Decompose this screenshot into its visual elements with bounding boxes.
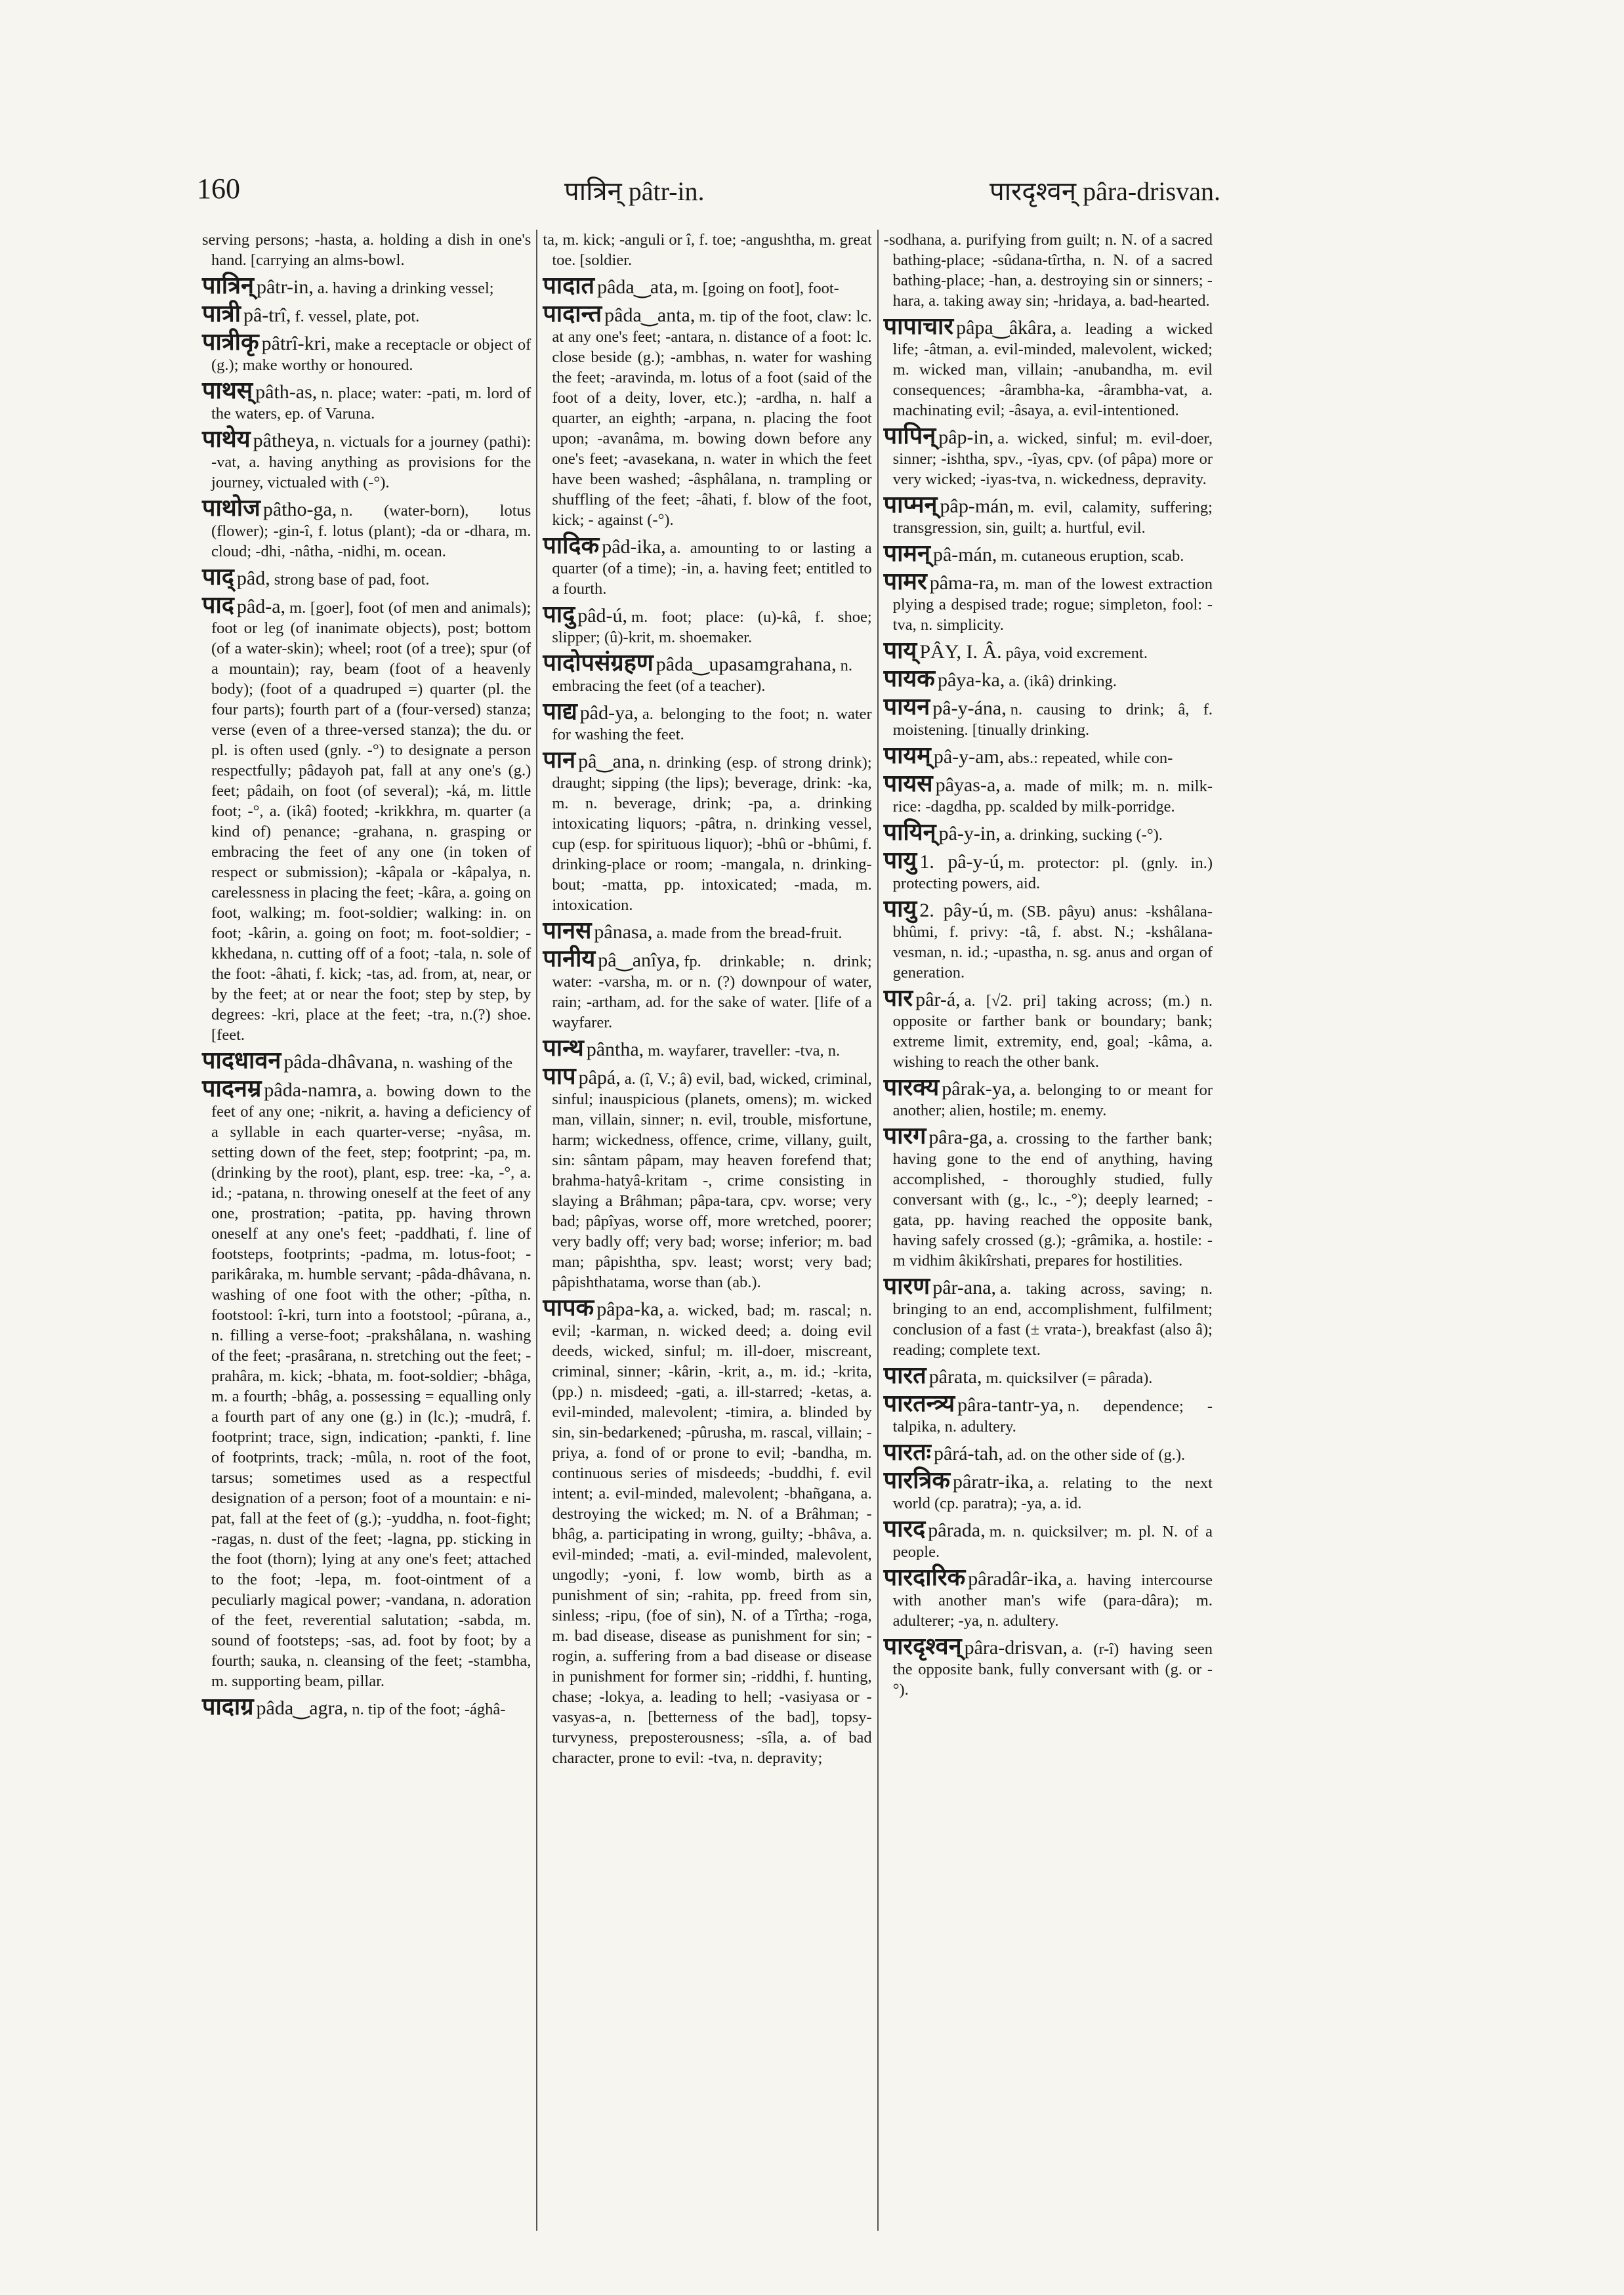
- dictionary-entry: [202, 1075, 531, 1691]
- dictionary-entry: [883, 819, 1213, 845]
- headword-transliteration: pâp-in,: [938, 426, 994, 448]
- entry-definition: n. place; water: -pati, m. lord of the waters, ep. of Varuna.: [211, 384, 531, 423]
- running-head-first-word: पात्रिन् pâtr-in.: [564, 176, 705, 206]
- dictionary-entry: [883, 1633, 1213, 1700]
- headword-transliteration: pâ-y-ána,: [932, 697, 1007, 719]
- dictionary-entry: [883, 847, 1213, 894]
- entry-definition: n. tip of the foot; -ághâ-: [352, 1701, 506, 1718]
- headword-devanagari: पारतन्त्र्य: [883, 1390, 955, 1416]
- headword-transliteration: pâda‿upasamgrahana,: [656, 653, 837, 675]
- headword-transliteration: 2. pây-ú,: [919, 899, 993, 921]
- dictionary-entry: [883, 1516, 1213, 1562]
- entry-definition: n. embracing the feet (of a teacher).: [552, 657, 852, 695]
- dictionary-entry: [883, 1439, 1213, 1465]
- dictionary-entry: [202, 495, 531, 562]
- headword-devanagari: पात्रीकृ: [202, 329, 259, 355]
- dictionary-entry: [883, 1564, 1213, 1631]
- dictionary-entry: [543, 945, 872, 1033]
- dictionary-entry: [883, 693, 1213, 740]
- entry-definition: m. tip of the foot, claw: lc. at any one's feet; -antara, n. distance of a foot: lc. close beside (g.); -ambhas, n. water for washing the feet; -aravinda, m. lotus of a foot (said of the foot of a deity, lover, etc.); -ardha, n. half a quarter, an eighth; -arpana, n. placing the foot upon; -avanâma, m. bowing down before any one's feet; -avasekana, n. water in which the feet have been washed; -âsphâlana, n. trampling or shuffling of the feet; -âhati, f. blow of the foot, kick; - against (-°).: [552, 308, 872, 529]
- entry-definition: ta, m. kick; -anguli or î, f. toe; -angushtha, m. great toe. [soldier.: [543, 231, 872, 269]
- dictionary-entry: [202, 1693, 531, 1720]
- entry-definition: n. causing to drink; â, f. moistening. [tinually drinking.: [892, 701, 1213, 739]
- headword-devanagari: पारद: [883, 1516, 926, 1542]
- column-2: [536, 230, 877, 2231]
- entry-definition: fp. drinkable; n. drink; water: -varsha, m. or n. (?) downpour of water, rain; -artham, ad. for the sake of water. [life of a wayfarer.: [552, 953, 872, 1031]
- entry-definition: a. belonging to the foot; n. water for washing the feet.: [552, 705, 872, 743]
- headword-transliteration: pâ‿anîya,: [598, 949, 680, 971]
- headword-transliteration: pâratr-ika,: [953, 1471, 1034, 1493]
- headword-transliteration: pânasa,: [594, 921, 653, 943]
- headword-devanagari: पादिक: [543, 532, 600, 558]
- headword-devanagari: पारण: [883, 1273, 930, 1299]
- entry-definition: a. drinking, sucking (-°).: [1004, 826, 1163, 844]
- headword-devanagari: पामर: [883, 568, 927, 594]
- headword-transliteration: pâyas-a,: [935, 774, 1001, 796]
- entry-definition: -sodhana, a. purifying from guilt; n. N. of a sacred bathing-place; -sûdana-tîrtha, n. N. of a sacred bathing-place; -han, a. destroying sin or sinners; -hara, a. taking away sin; -hridaya, a. bad-hearted.: [883, 231, 1213, 310]
- headword-transliteration: pâr-á,: [915, 989, 961, 1010]
- dictionary-entry: [202, 329, 531, 375]
- entry-definition: m. cutaneous eruption, scab.: [1001, 547, 1184, 565]
- headword-transliteration: pâ-mán,: [932, 544, 997, 566]
- entry-definition: n. victuals for a journey (pathi): -vat, a. having anything as provisions for the journey, victualed with (-°).: [211, 433, 531, 491]
- dictionary-entry: [883, 313, 1213, 421]
- headword-transliteration: pâradâr-ika,: [968, 1568, 1062, 1590]
- headword-devanagari: पाय्: [883, 637, 917, 663]
- headword-devanagari: पारतः: [883, 1439, 931, 1465]
- headword-devanagari: पाद्य: [543, 698, 577, 724]
- entry-definition: a. amounting to or lasting a quarter (of a time); -in, a. having feet; entitled to a fourth.: [552, 539, 872, 598]
- headword-devanagari: पायस: [883, 770, 933, 796]
- dictionary-entry: [883, 1273, 1213, 1360]
- dictionary-entry: [543, 747, 872, 915]
- headword-devanagari: पायिन्: [883, 819, 936, 845]
- dictionary-entry: [202, 230, 531, 270]
- dictionary-entry: [543, 601, 872, 648]
- dictionary-entry: [883, 770, 1213, 817]
- headword-transliteration: pâtr-in,: [256, 276, 314, 298]
- entry-definition: a. wicked, sinful; m. evil-doer, sinner; -ishtha, spv., -îyas, cpv. (of pâpa) more or very wicked; -iyas-tva, n. wickedness, depravity.: [892, 430, 1213, 488]
- entry-definition: ad. on the other side of (g.).: [1007, 1446, 1186, 1464]
- dictionary-entry: [543, 300, 872, 530]
- dictionary-entry: [543, 1063, 872, 1292]
- dictionary-entry: [883, 1123, 1213, 1271]
- entry-definition: a. bowing down to the feet of any one; -nikrit, a. having a deficiency of a syllable in each quarter-verse; -nyâsa, m. setting down of the feet, step; footprint; -pa, m. (drinking by the root), plant, esp. tree: -ka, -°, a. id.; -patana, n. throwing oneself at the feet of any one, prostration; -patita, pp. having thrown oneself at any one's feet; -paddhati, f. line of footsteps, footprints; -padma, m. lotus-foot; -parikâraka, m. humble servant; -pâda-dhâvana, n. washing of one foot with the other; -pîtha, n. footstool: î-kri, turn into a footstool; -pûrana, a., n. filling a verse-foot; -prakshâlana, n. washing of the feet; -prasârana, n. stretching out the feet; -prahâra, m. kick; -bhata, m. foot-soldier; -bhâga, m. a fourth; -bhâg, a. possessing = equalling only a fourth part of any one (g.) in (lc.); -mudrâ, f. footprint; trace, sign, indication; -pankti, f. line of footprints, track; -mûla, n. root of the foot, tarsus; sometimes used as a respectful designation of a person; foot of a mountain: e ni-pat, fall at the feet of (g.); -yuddha, n. foot-fight; -ragas, n. dust of the feet; -lagna, pp. sticking in the foot (thorn); lying at any one's feet; attached to the foot; -lepa, m. foot-ointment of a peculiarly magical power; -vandana, n. adoration of the feet, reverential salutation; -sabda, m. sound of footsteps; -sas, ad. foot by foot; by a fourth; sauka, n. cleansing of the feet; -stambha, m. supporting beam, pillar.: [211, 1083, 531, 1690]
- dictionary-entry: [543, 532, 872, 599]
- headword-transliteration: pâtrî-kri,: [261, 333, 331, 354]
- dictionary-entry: [543, 272, 871, 299]
- entry-definition: m. (SB. pâyu) anus: -kshâlana-bhûmi, f. privy: -tâ, f. abst. N.; -kshâlana-vesman, n. id.; -upastha, n. sg. anus and organ of generation.: [892, 903, 1213, 982]
- dictionary-entry: [202, 1047, 531, 1073]
- entry-definition: a. belonging to or meant for another; alien, hostile; m. enemy.: [892, 1081, 1213, 1119]
- headword-devanagari: पाप: [543, 1063, 576, 1089]
- headword-transliteration: pârata,: [928, 1366, 982, 1388]
- headword-devanagari: पारत: [883, 1362, 927, 1388]
- entry-definition: a. wicked, bad; m. rascal; n. evil; -karman, n. wicked deed; a. doing evil deeds, wicked, sinful; m. ill-doer, miscreant, criminal, sinner; -kârin, -krit, a., m. id.; -krita, (pp.) n. misdeed; -gati, a. ill-starred; -ketas, a. evil-minded, malevolent; -timira, a. blinded by sin, sin-bedarkened; -pûrusha, m. rascal, villain; -priya, a. fond of or prone to evil; -bandha, m. continuous series of misdeeds; -buddhi, f. evil intent; a. evil-minded, malevolent; -bhañgana, a. destroying the wicked; m. N. of a Brâhman; -bhâg, a. participating in wrong, guilty; -bhâva, a. evil-minded; -mati, a. evil-minded, malevolent, ungodly; -yoni, f. low womb, birth as a punishment of sin; -rahita, pp. freed from sin, sinless; -ripu, (foe of sin), N. of a Tîrtha; -roga, m. bad disease, disease as punishment for sin; -rogin, a. suffering from a bad disease or disease in punishment for former sin; -riddhi, f. hunting, chase; -lokya, a. leading to hell; -vasiyasa or -vasyas-a, n. [betterness of the bad], topsy-turvyness, preposterousness; -sîla, a. of bad character, prone to evil: -tva, n. depravity;: [552, 1302, 872, 1767]
- headword-devanagari: पाथोज: [202, 495, 260, 521]
- headword-transliteration: pâda‿anta,: [604, 304, 696, 326]
- entry-definition: abs.: repeated, while con-: [1008, 749, 1173, 767]
- headword-devanagari: पादु: [543, 601, 575, 627]
- entry-definition: m. n. quicksilver; m. pl. N. of a people.: [892, 1523, 1213, 1561]
- entry-definition: a. having intercourse with another man's wife (para-dâra); m. adulterer; -ya, n. adultery.: [892, 1571, 1213, 1630]
- text-columns: [197, 230, 1218, 2264]
- headword-transliteration: pâd-a,: [236, 596, 286, 617]
- headword-devanagari: पानीय: [543, 945, 596, 972]
- headword-devanagari: पापक: [543, 1294, 594, 1321]
- dictionary-entry: [543, 1035, 871, 1061]
- headword-devanagari: पाप्मन्: [883, 491, 938, 518]
- dictionary-entry: [543, 917, 871, 943]
- headword-devanagari: पायु: [883, 847, 917, 873]
- headword-devanagari: पाथेय: [202, 426, 251, 452]
- dictionary-entry: [202, 564, 531, 590]
- dictionary-entry: [883, 896, 1213, 983]
- headword-devanagari: पायु: [883, 896, 917, 922]
- headword-transliteration: pâtho-ga,: [262, 499, 337, 520]
- dictionary-entry: [883, 1074, 1213, 1121]
- headword-devanagari: पाद: [202, 592, 234, 618]
- headword-devanagari: पान: [543, 747, 576, 773]
- headword-transliteration: pâpá,: [578, 1067, 621, 1088]
- entry-definition: a. leading a wicked life; -âtman, a. evil-minded, malevolent, wicked; m. wicked man, villain; -anubandha, m. evil consequences; -ârambha-ka, -ârambha-vat, a. machinating evil; -âsaya, a. evil-intentioned.: [892, 320, 1213, 419]
- entry-definition: serving persons; -hasta, a. holding a dish in one's hand. [carrying an alms-bowl.: [202, 231, 531, 269]
- dictionary-entry: [202, 377, 531, 424]
- dictionary-entry: [543, 1294, 872, 1768]
- dictionary-entry: [883, 985, 1213, 1072]
- headword-transliteration: pâd-ú,: [577, 605, 628, 627]
- headword-transliteration: pârá-tah,: [933, 1443, 1003, 1464]
- headword-devanagari: पापिन्: [883, 423, 936, 449]
- entry-definition: a. (r-î) having seen the opposite bank, fully conversant with (g. or -°).: [892, 1640, 1213, 1699]
- headword-transliteration: pâda-dhâvana,: [283, 1051, 398, 1073]
- headword-transliteration: pâra-tantr-ya,: [957, 1394, 1064, 1416]
- dictionary-entry: [883, 665, 1213, 692]
- entry-definition: a. made from the bread-fruit.: [656, 924, 843, 942]
- running-head-last-word: पारदृश्वन् pâra-drisvan.: [989, 176, 1220, 206]
- running-head: [197, 172, 1220, 211]
- entry-definition: a. made of milk; m. n. milk-rice: -dagdha, pp. scalded by milk-porridge.: [892, 777, 1213, 816]
- entry-definition: m. evil, calamity, suffering; transgression, sin, guilt; a. hurtful, evil.: [892, 499, 1213, 537]
- entry-definition: m. wayfarer, traveller: -tva, n.: [648, 1042, 841, 1060]
- column-3: [877, 230, 1218, 2231]
- dictionary-entry: [543, 698, 872, 745]
- headword-devanagari: पारदारिक: [883, 1564, 966, 1590]
- entry-definition: make a receptacle or object of (g.); make worthy or honoured.: [211, 336, 531, 374]
- headword-devanagari: पामन्: [883, 540, 930, 566]
- headword-transliteration: pârak-ya,: [942, 1078, 1016, 1100]
- dictionary-entry: [883, 568, 1213, 635]
- column-1: [197, 230, 536, 2231]
- headword-transliteration: pâd-ya,: [579, 702, 638, 724]
- entry-definition: a. taking across, saving; n. bringing to an end, accomplishment, fulfilment; conclusion of a fast (± vrata-), breakfast (also â); reading; complete text.: [892, 1280, 1213, 1359]
- dictionary-entry: [543, 230, 871, 270]
- headword-transliteration: pântha,: [586, 1039, 644, 1060]
- entry-definition: m. [going on foot], foot-: [682, 279, 839, 297]
- page-number: 160: [197, 173, 240, 205]
- headword-devanagari: पारग: [883, 1123, 927, 1149]
- entry-definition: f. vessel, plate, pot.: [295, 308, 420, 325]
- headword-devanagari: पादान्त: [543, 300, 602, 327]
- entry-definition: m. protector: pl. (gnly. in.) protecting powers, aid.: [892, 854, 1213, 892]
- headword-devanagari: पापाचार: [883, 313, 954, 339]
- headword-devanagari: पाद्: [202, 564, 234, 590]
- headword-devanagari: पाथस्: [202, 377, 253, 403]
- headword-transliteration: pâda-namra,: [264, 1079, 362, 1101]
- entry-definition: a. relating to the next world (cp. paratra); -ya, a. id.: [892, 1474, 1213, 1512]
- entry-definition: m. quicksilver (= pârada).: [986, 1369, 1153, 1387]
- entry-definition: m. [goer], foot (of men and animals); foot or leg (of inanimate objects), post; bottom (of a water-skin); wheel; root (of a tree); spur (of a mountain); ray, beam (foot of a heavenly body); (foot of a quadruped =) quarter (pl. the four parts); fourth part of a (four-versed) stanza; verse (even of a three-versed stanza); the du. or pl. is often used (gnly. -°) to designate a person respectfully; pâdayoh pat, fall at any one's (g.) feet; pâdaih, on foot (of several); -ká, m. little foot; -°, a. (ikâ) footed; -krikkhra, m. quarter (a kind of) penance; -grahana, n. grasping or embracing the feet of any one (in token of respect or submission); -kâpala or -kâpalya, n. carelessness in placing the feet; -kâra, a. going on foot, walking; m. foot-soldier; walking: in. on foot; -kârin, a. going on foot; m. foot-soldier; -kkhedana, n. cutting off of a foot; -tala, n. sole of the foot: -âhati, f. kick; -tas, ad. from, at, near, or by the feet; at or near the foot; step by step, by degrees: -kri, place at the feet; -tra, n.(?) shoe. [feet.: [211, 599, 531, 1044]
- headword-transliteration: 1. pâ-y-ú,: [919, 851, 1005, 873]
- headword-transliteration: pâda‿ata,: [597, 276, 678, 298]
- entry-definition: n. dependence; -talpika, n. adultery.: [892, 1397, 1213, 1436]
- dictionary-entry: [202, 426, 531, 493]
- headword-transliteration: pâp-mán,: [940, 495, 1014, 517]
- dictionary-entry: [202, 592, 531, 1045]
- headword-devanagari: पार: [883, 985, 913, 1011]
- headword-devanagari: पात्रिन्: [202, 272, 254, 299]
- headword-devanagari: पायन: [883, 693, 930, 720]
- headword-transliteration: pâpa‿âkâra,: [956, 317, 1057, 339]
- headword-transliteration: pâra-ga,: [928, 1127, 993, 1148]
- dictionary-entry: [202, 272, 531, 299]
- headword-transliteration: pâ-trî,: [243, 304, 291, 326]
- dictionary-entry: [883, 540, 1213, 566]
- headword-transliteration: pâ-y-in,: [938, 823, 1001, 844]
- headword-devanagari: पारत्रिक: [883, 1467, 950, 1493]
- headword-devanagari: पायम्: [883, 742, 931, 768]
- entry-definition: strong base of pad, foot.: [274, 571, 430, 589]
- headword-devanagari: पादात: [543, 272, 595, 299]
- headword-devanagari: पारक्य: [883, 1074, 940, 1100]
- dictionary-entry: [883, 742, 1213, 768]
- entry-definition: m. foot; place: (u)-kâ, f. shoe; slipper; (û)-krit, m. shoemaker.: [552, 608, 872, 646]
- headword-transliteration: pâpa-ka,: [596, 1298, 664, 1320]
- headword-devanagari: पादनम्र: [202, 1075, 262, 1102]
- headword-devanagari: पात्री: [202, 300, 241, 327]
- dictionary-entry: [202, 300, 531, 327]
- headword-transliteration: pâr-ana,: [932, 1277, 997, 1298]
- headword-devanagari: पारदृश्वन्: [883, 1633, 962, 1659]
- headword-devanagari: पान्थ: [543, 1035, 584, 1061]
- entry-definition: a. (î, V.; â) evil, bad, wicked, criminal, sinful; inauspicious (planets, omens); m. wicked man, villain, sinner; n. evil, trouble, misfortune, harm; wickedness, offence, crime, villany, guilt, sin: sântam pâpam, may heaven forefend that; brahma-hatyâ-kritam -, crime consisting in slaying a Brâhman; pâpa-tara, cpv. worse; very bad; pâpîyas, worse off, more wretched, poorer; very badly off; very bad; worse; inferior; m. bad man; pâpishtha, spv. least; worst; very bad; pâpishthatama, worse than (ab.).: [552, 1070, 872, 1291]
- dictionary-entry: [543, 650, 871, 696]
- entry-definition: a. [√2. pri] taking across; (m.) n. opposite or farther bank or boundary; bank; extreme limit, extremity, end, goal; -kâma, a. wishing to reach the other bank.: [892, 992, 1213, 1071]
- headword-transliteration: pâd-ika,: [602, 536, 666, 558]
- headword-devanagari: पादधावन: [202, 1047, 281, 1073]
- entry-definition: n. drinking (esp. of strong drink); draught; sipping (the lips); beverage, drink: -ka, m. n. beverage, drink; -pa, a. drinking intoxicating liquors; -pâtra, n. drinking vessel, cup (esp. for spirituous liquor); -bhû or -bhûmi, f. drinking-place or room; -mangala, n. drinking-bout; -matta, pp. intoxicated; -mada, m. intoxication.: [552, 754, 872, 914]
- headword-devanagari: पादोपसंग्रहण: [543, 650, 654, 676]
- dictionary-entry: [884, 230, 1213, 311]
- dictionary-entry: [883, 1390, 1213, 1437]
- headword-devanagari: पायक: [883, 665, 935, 692]
- headword-transliteration: pâma-ra,: [929, 572, 999, 594]
- entry-definition: pâya, void excrement.: [1005, 644, 1148, 662]
- entry-definition: n. (water-born), lotus (flower); -gin-î, f. lotus (plant); -da or -dhara, m. cloud; -dhi, -nâtha, -nidhi, m. ocean.: [211, 502, 531, 560]
- entry-definition: a. (ikâ) drinking.: [1009, 672, 1117, 690]
- dictionary-entry: [883, 1362, 1213, 1388]
- headword-transliteration: pâya-ka,: [937, 669, 1005, 691]
- headword-transliteration: pâ‿ana,: [578, 751, 645, 772]
- entry-definition: a. crossing to the farther bank; having gone to the end of anything, having accomplished, - thoroughly studied, fully conversant with (g., lc., -°); deeply learned; -gata, pp. having reached the opposite bank, having safely crossed (g.); -grâmika, a. hostile: -m vidhim âkikîrshati, prepares for hostilities.: [892, 1130, 1213, 1270]
- headword-transliteration: pâth-as,: [255, 381, 318, 403]
- headword-devanagari: पानस: [543, 917, 592, 943]
- headword-devanagari: पादाग्र: [202, 1693, 254, 1720]
- dictionary-entry: [883, 637, 1213, 663]
- dictionary-entry: [883, 1467, 1213, 1514]
- headword-transliteration: pâ-y-am,: [933, 746, 1005, 768]
- headword-transliteration: pâra-drisvan,: [964, 1637, 1068, 1659]
- entry-definition: m. man of the lowest extraction plying a despised trade; rogue; simpleton, fool: -tva, n. simplicity.: [892, 575, 1213, 634]
- headword-transliteration: pâd,: [236, 568, 270, 589]
- dictionary-entry: [883, 423, 1213, 489]
- dictionary-entry: [883, 491, 1213, 538]
- entry-definition: a. having a drinking vessel;: [317, 279, 494, 297]
- headword-transliteration: pâtheya,: [253, 430, 320, 451]
- entry-definition: n. washing of the: [402, 1054, 513, 1072]
- headword-transliteration: pârada,: [928, 1520, 986, 1541]
- headword-transliteration: pâda‿agra,: [256, 1697, 348, 1719]
- headword-transliteration: PÂY, I. Â.: [919, 641, 1002, 663]
